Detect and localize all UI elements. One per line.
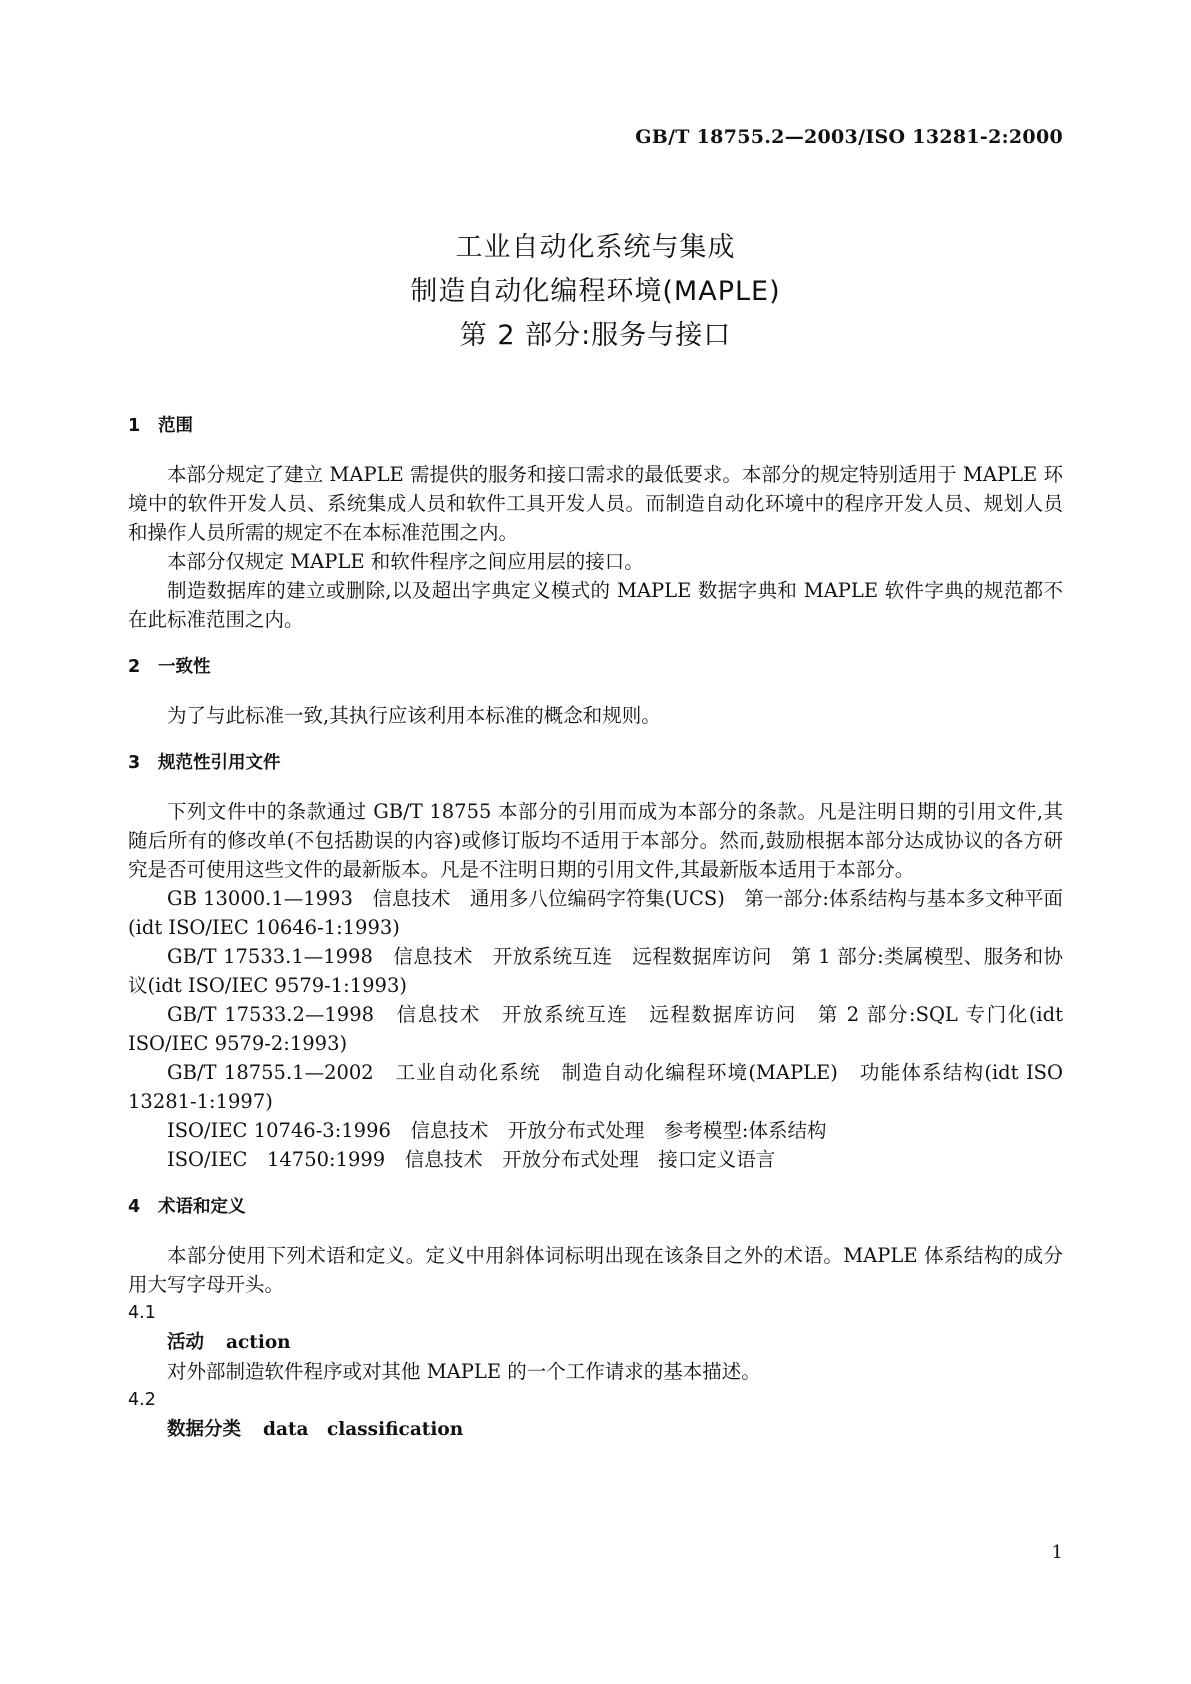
term-chinese: 数据分类 <box>167 1419 242 1440</box>
reference-entry: ISO/IEC 14750:1999 信息技术 开放分布式处理 接口定义语言 <box>167 1148 776 1171</box>
title-line-3: 第 2 部分:服务与接口 <box>459 320 732 351</box>
section-heading-terms <box>128 1193 1063 1222</box>
section-title: 术语和定义 <box>158 1197 246 1217</box>
page-number: 1 <box>1051 1542 1063 1563</box>
term-definition: 对外部制造软件程序或对其他 MAPLE 的一个工作请求的基本描述。 <box>167 1360 761 1383</box>
term-number: 4.1 <box>128 1303 156 1323</box>
term-number: 4.2 <box>128 1390 156 1410</box>
paragraph: 制造数据库的建立或删除,以及超出字典定义模式的 MAPLE 数据字典和 MAPLE 软件字典的规范都不在此标准范围之内。 <box>128 579 1063 631</box>
section-title: 范围 <box>158 416 193 436</box>
reference-entry: GB 13000.1—1993 信息技术 通用多八位编码字符集(UCS) 第一部分:体系结构与基本多文种平面(idt ISO/IEC 10646-1:1993) <box>128 887 1063 939</box>
term-english: data classification <box>263 1419 464 1440</box>
section-heading-normative-references <box>128 749 1063 778</box>
reference-entry: GB/T 17533.1—1998 信息技术 开放系统互连 远程数据库访问 第 1 部分:类属模型、服务和协议(idt ISO/IEC 9579-1:1993) <box>128 945 1063 997</box>
paragraph: 为了与此标准一致,其执行应该利用本标准的概念和规则。 <box>167 704 661 727</box>
term-name <box>128 1328 1063 1357</box>
term-name <box>128 1415 1063 1444</box>
section-number: 2 <box>128 657 141 677</box>
term-chinese: 活动 <box>167 1332 205 1353</box>
standard-code: GB/T 18755.2—2003/ISO 13281-2:2000 <box>635 126 1063 148</box>
title-line-2: 制造自动化编程环境(MAPLE) <box>410 276 781 307</box>
paragraph: 本部分仅规定 MAPLE 和软件程序之间应用层的接口。 <box>167 550 644 573</box>
paragraph: 下列文件中的条款通过 GB/T 18755 本部分的引用而成为本部分的条款。凡是注明日期的引用文件,其随后所有的修改单(不包括勘误的内容)或修订版均不适用于本部分。然而,鼓励根据本部分达成协议的各方研究是否可使用这些文件的最新版本。凡是不注明日期的引用文件,其最新版本适用于本部分。 <box>128 800 1063 881</box>
reference-entry: GB/T 18755.1—2002 工业自动化系统 制造自动化编程环境(MAPLE) 功能体系结构(idt ISO 13281-1:1997) <box>128 1061 1063 1113</box>
term-english: action <box>226 1332 291 1353</box>
paragraph: 本部分使用下列术语和定义。定义中用斜体词标明出现在该条目之外的术语。MAPLE 体系结构的成分用大写字母开头。 <box>128 1244 1063 1296</box>
section-number: 1 <box>128 416 141 436</box>
section-number: 3 <box>128 753 141 773</box>
paragraph: 本部分规定了建立 MAPLE 需提供的服务和接口需求的最低要求。本部分的规定特别适用于 MAPLE 环境中的软件开发人员、系统集成人员和软件工具开发人员。而制造自动化环境中的程序开发人员、规划人员和操作人员所需的规定不在本标准范围之内。 <box>128 463 1063 544</box>
section-title: 规范性引用文件 <box>158 753 281 773</box>
reference-entry: GB/T 17533.2—1998 信息技术 开放系统互连 远程数据库访问 第 2 部分:SQL 专门化(idt ISO/IEC 9579-2:1993) <box>128 1003 1063 1055</box>
section-title: 一致性 <box>158 657 211 677</box>
document-body <box>128 412 1063 1444</box>
section-heading-scope <box>128 412 1063 441</box>
section-heading-conformance <box>128 653 1063 682</box>
section-number: 4 <box>128 1197 141 1217</box>
reference-entry: ISO/IEC 10746-3:1996 信息技术 开放分布式处理 参考模型:体系结构 <box>167 1119 827 1142</box>
title-line-1: 工业自动化系统与集成 <box>455 232 736 263</box>
document-title <box>0 226 1191 358</box>
